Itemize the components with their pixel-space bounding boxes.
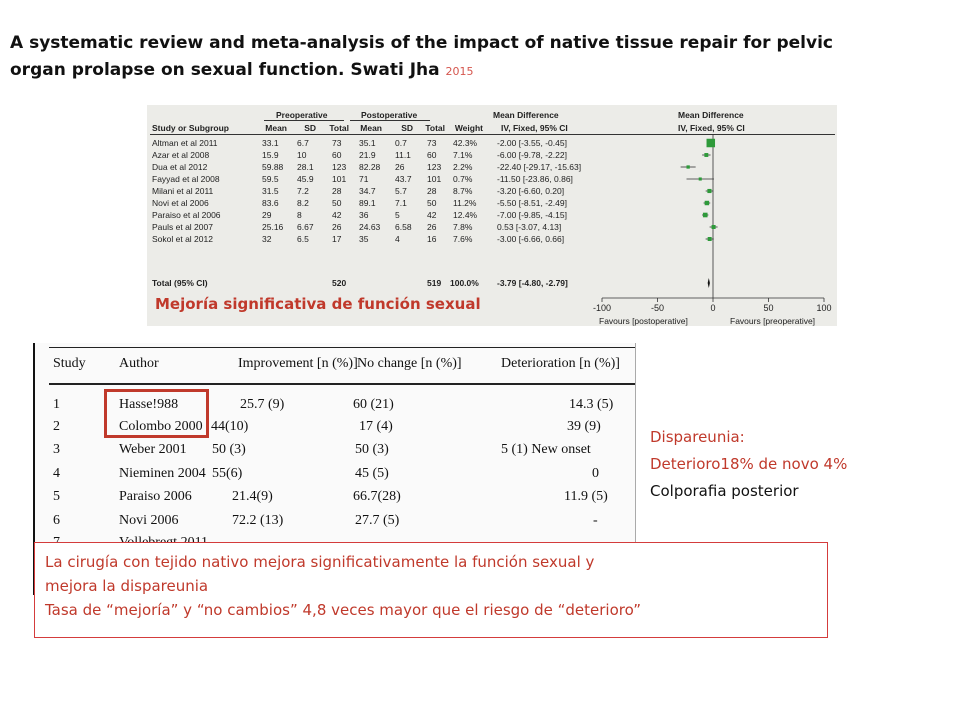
effect-marker (686, 165, 689, 168)
cell-deterioration: 0 (592, 466, 599, 481)
post-sd: 43.7 (395, 174, 412, 184)
pre-mean: 33.1 (262, 138, 279, 148)
post-mean: 24.63 (359, 222, 381, 232)
title-year: 2015 (445, 65, 474, 78)
cell-improvement: 72.2 (13) (232, 513, 284, 528)
favours-right-label: Favours [preoperative] (730, 316, 816, 326)
weight: 7.6% (453, 234, 473, 244)
study-name: Dua et al 2012 (152, 162, 208, 172)
pre-mean: 31.5 (262, 186, 279, 196)
pre-mean: 59.5 (262, 174, 279, 184)
conclusion-line-3: Tasa de “mejoría” y “no cambios” 4,8 veces mayor que el riesgo de “deterioro” (45, 601, 642, 619)
cell-study: 4 (53, 466, 60, 481)
pre-sd: 45.9 (297, 174, 314, 184)
cell-author: Weber 2001 (119, 442, 187, 457)
col-pre-sd: SD (304, 123, 316, 133)
pre-mean: 32 (262, 234, 272, 244)
effect-marker (704, 153, 708, 157)
study-name: Total (95% CI) (152, 278, 208, 288)
cell-study: 1 (53, 397, 60, 412)
md-column-header: Mean Difference (493, 110, 559, 120)
cell-deterioration: 11.9 (5) (564, 489, 608, 504)
effect-marker (712, 225, 716, 229)
pre-total: 17 (332, 234, 342, 244)
col-post-sd: SD (401, 123, 413, 133)
post-mean: 71 (359, 174, 369, 184)
cell-improvement: 55(6) (212, 466, 243, 481)
x-tick-label: 0 (710, 303, 716, 313)
forest-plot-chart (147, 105, 837, 326)
title-line-2: organ prolapse on sexual function. Swati Jha (10, 60, 440, 80)
post-sd: 7.1 (395, 198, 407, 208)
forest-callout: Mejoría significativa de función sexual (155, 295, 481, 313)
post-mean: 34.7 (359, 186, 376, 196)
pre-total: 60 (332, 150, 342, 160)
table-top-rule (49, 347, 635, 348)
pre-total: 123 (332, 162, 347, 172)
table-header-rule (49, 383, 635, 385)
header-no-change: No change [n (%)] (357, 356, 462, 371)
cell-improvement: 25.7 (9) (240, 397, 285, 412)
cell-no-change: 66.7(28) (353, 489, 401, 504)
post-mean: 36 (359, 210, 369, 220)
study-name: Pauls et al 2007 (152, 222, 213, 232)
pre-sd: 8 (297, 210, 302, 220)
ci-text: -7.00 [-9.85, -4.15] (497, 210, 567, 220)
header-author: Author (119, 356, 159, 371)
post-sd: 26 (395, 162, 405, 172)
ci-text: -3.79 [-4.80, -2.79] (497, 278, 568, 288)
pre-sd: 28.1 (297, 162, 314, 172)
pre-mean: 29 (262, 210, 272, 220)
x-tick-label: -50 (650, 303, 665, 313)
plot-header: Mean Difference (678, 110, 744, 120)
post-total: 28 (427, 186, 437, 196)
ci-text: -6.00 [-9.78, -2.22] (497, 150, 567, 160)
cell-deterioration: 5 (1) New onset (501, 442, 591, 457)
col-ci: IV, Fixed, 95% CI (501, 123, 568, 133)
study-name: Paraiso et al 2006 (152, 210, 221, 220)
cell-improvement: 44(10) (211, 419, 249, 434)
pre-mean: 25.16 (262, 222, 284, 232)
post-mean: 35.1 (359, 138, 376, 148)
ci-text: -5.50 [-8.51, -2.49] (497, 198, 567, 208)
cell-deterioration: - (593, 513, 598, 528)
pre-mean: 83.6 (262, 198, 279, 208)
cell-improvement: 50 (3) (212, 442, 246, 457)
favours-left-label: Favours [postoperative] (599, 316, 688, 326)
pre-sd: 7.2 (297, 186, 309, 196)
cell-improvement: 21.4(9) (232, 489, 273, 504)
weight: 42.3% (453, 138, 478, 148)
ci-text: -2.00 [-3.55, -0.45] (497, 138, 567, 148)
side-note-procedure: Colporafia posterior (650, 482, 799, 500)
weight: 7.1% (453, 150, 473, 160)
post-mean: 82.28 (359, 162, 381, 172)
pre-total: 28 (332, 186, 342, 196)
cell-no-change: 27.7 (5) (355, 513, 400, 528)
cell-deterioration: 14.3 (5) (569, 397, 614, 412)
post-sd: 11.1 (395, 150, 411, 160)
cell-deterioration: 39 (9) (567, 419, 601, 434)
pre-mean: 15.9 (262, 150, 279, 160)
side-note-rate: Deterioro18% de novo 4% (650, 455, 848, 473)
effect-marker (707, 189, 711, 193)
effect-marker (699, 177, 702, 180)
col-pre-mean: Mean (265, 123, 287, 133)
post-mean: 21.9 (359, 150, 376, 160)
cell-author: Novi 2006 (119, 513, 179, 528)
total-diamond (708, 278, 710, 288)
weight: 100.0% (450, 278, 479, 288)
pre-total: 101 (332, 174, 347, 184)
post-total: 16 (427, 234, 437, 244)
post-total: 519 (427, 278, 442, 288)
post-sd: 6.58 (395, 222, 412, 232)
pre-sd: 6.7 (297, 138, 309, 148)
group-header-preoperative: Preoperative (276, 110, 328, 120)
study-name: Sokol et al 2012 (152, 234, 213, 244)
post-total: 42 (427, 210, 437, 220)
x-tick-label: -100 (592, 303, 612, 313)
header-study: Study (53, 356, 86, 371)
col-post-mean: Mean (360, 123, 382, 133)
study-name: Altman et al 2011 (152, 138, 218, 148)
cell-author: Nieminen 2004 (119, 466, 206, 481)
plot-subheader: IV, Fixed, 95% CI (678, 123, 745, 133)
ci-text: -11.50 [-23.86, 0.86] (497, 174, 573, 184)
highlight-box (104, 389, 209, 438)
effect-marker (705, 201, 709, 205)
post-sd: 4 (395, 234, 400, 244)
col-post-total: Total (425, 123, 445, 133)
cell-author: Hasse!988 (119, 397, 179, 412)
post-mean: 89.1 (359, 198, 376, 208)
post-total: 101 (427, 174, 442, 184)
pre-total: 520 (332, 278, 347, 288)
post-total: 123 (427, 162, 442, 172)
ci-text: -3.00 [-6.66, 0.66] (497, 234, 565, 244)
cell-study: 5 (53, 489, 60, 504)
post-sd: 5 (395, 210, 400, 220)
pre-mean: 59.88 (262, 162, 284, 172)
pre-sd: 8.2 (297, 198, 309, 208)
ci-text: 0.53 [-3.07, 4.13] (497, 222, 562, 232)
weight: 0.7% (453, 174, 473, 184)
ci-text: -3.20 [-6.60, 0.20] (497, 186, 565, 196)
col-study: Study or Subgroup (152, 123, 229, 133)
effect-marker (703, 213, 708, 218)
post-sd: 0.7 (395, 138, 407, 148)
header-improvement: Improvement [n (%)] (238, 356, 358, 371)
post-total: 73 (427, 138, 437, 148)
weight: 11.2% (453, 198, 477, 208)
title-line-1: A systematic review and meta-analysis of the impact of native tissue repair for pelvic (10, 33, 833, 53)
cell-no-change: 50 (3) (355, 442, 389, 457)
effect-marker (708, 237, 712, 241)
pre-total: 73 (332, 138, 342, 148)
weight: 7.8% (453, 222, 473, 232)
x-tick-label: 100 (816, 303, 832, 313)
pre-sd: 6.5 (297, 234, 309, 244)
x-tick-label: 50 (763, 303, 774, 313)
header-deterioration: Deterioration [n (%)] (501, 356, 620, 371)
study-name: Novi et al 2006 (152, 198, 209, 208)
conclusion-box (34, 542, 828, 638)
cell-study: 3 (53, 442, 60, 457)
ci-text: -22.40 [-29.17, -15.63] (497, 162, 582, 172)
side-note-heading: Dispareunia: (650, 428, 745, 446)
weight: 12.4% (453, 210, 478, 220)
post-total: 60 (427, 150, 437, 160)
cell-study: 2 (53, 419, 60, 434)
forest-plot-figure (147, 105, 837, 326)
cell-author: Colombo 2000 (119, 419, 203, 434)
study-name: Milani et al 2011 (152, 186, 214, 196)
cell-no-change: 60 (21) (353, 397, 394, 412)
pre-total: 26 (332, 222, 342, 232)
group-header-postoperative: Postoperative (361, 110, 418, 120)
pre-total: 42 (332, 210, 342, 220)
effect-marker (707, 139, 715, 147)
col-weight: Weight (454, 123, 483, 133)
cell-study: 6 (53, 513, 60, 528)
pre-sd: 6.67 (297, 222, 314, 232)
cell-author: Paraiso 2006 (119, 489, 192, 504)
cell-no-change: 45 (5) (355, 466, 389, 481)
weight: 2.2% (453, 162, 473, 172)
cell-no-change: 17 (4) (359, 419, 393, 434)
slide-title (10, 30, 955, 85)
pre-sd: 10 (297, 150, 307, 160)
study-name: Azar et al 2008 (152, 150, 210, 160)
conclusion-line-2: mejora la dispareunia (45, 577, 209, 595)
pre-total: 50 (332, 198, 342, 208)
post-sd: 5.7 (395, 186, 407, 196)
post-mean: 35 (359, 234, 369, 244)
col-pre-total: Total (329, 123, 349, 133)
weight: 8.7% (453, 186, 473, 196)
post-total: 50 (427, 198, 437, 208)
study-name: Fayyad et al 2008 (152, 174, 220, 184)
conclusion-line-1: La cirugía con tejido nativo mejora significativamente la función sexual y (45, 553, 595, 571)
side-note (650, 424, 950, 505)
post-total: 26 (427, 222, 437, 232)
